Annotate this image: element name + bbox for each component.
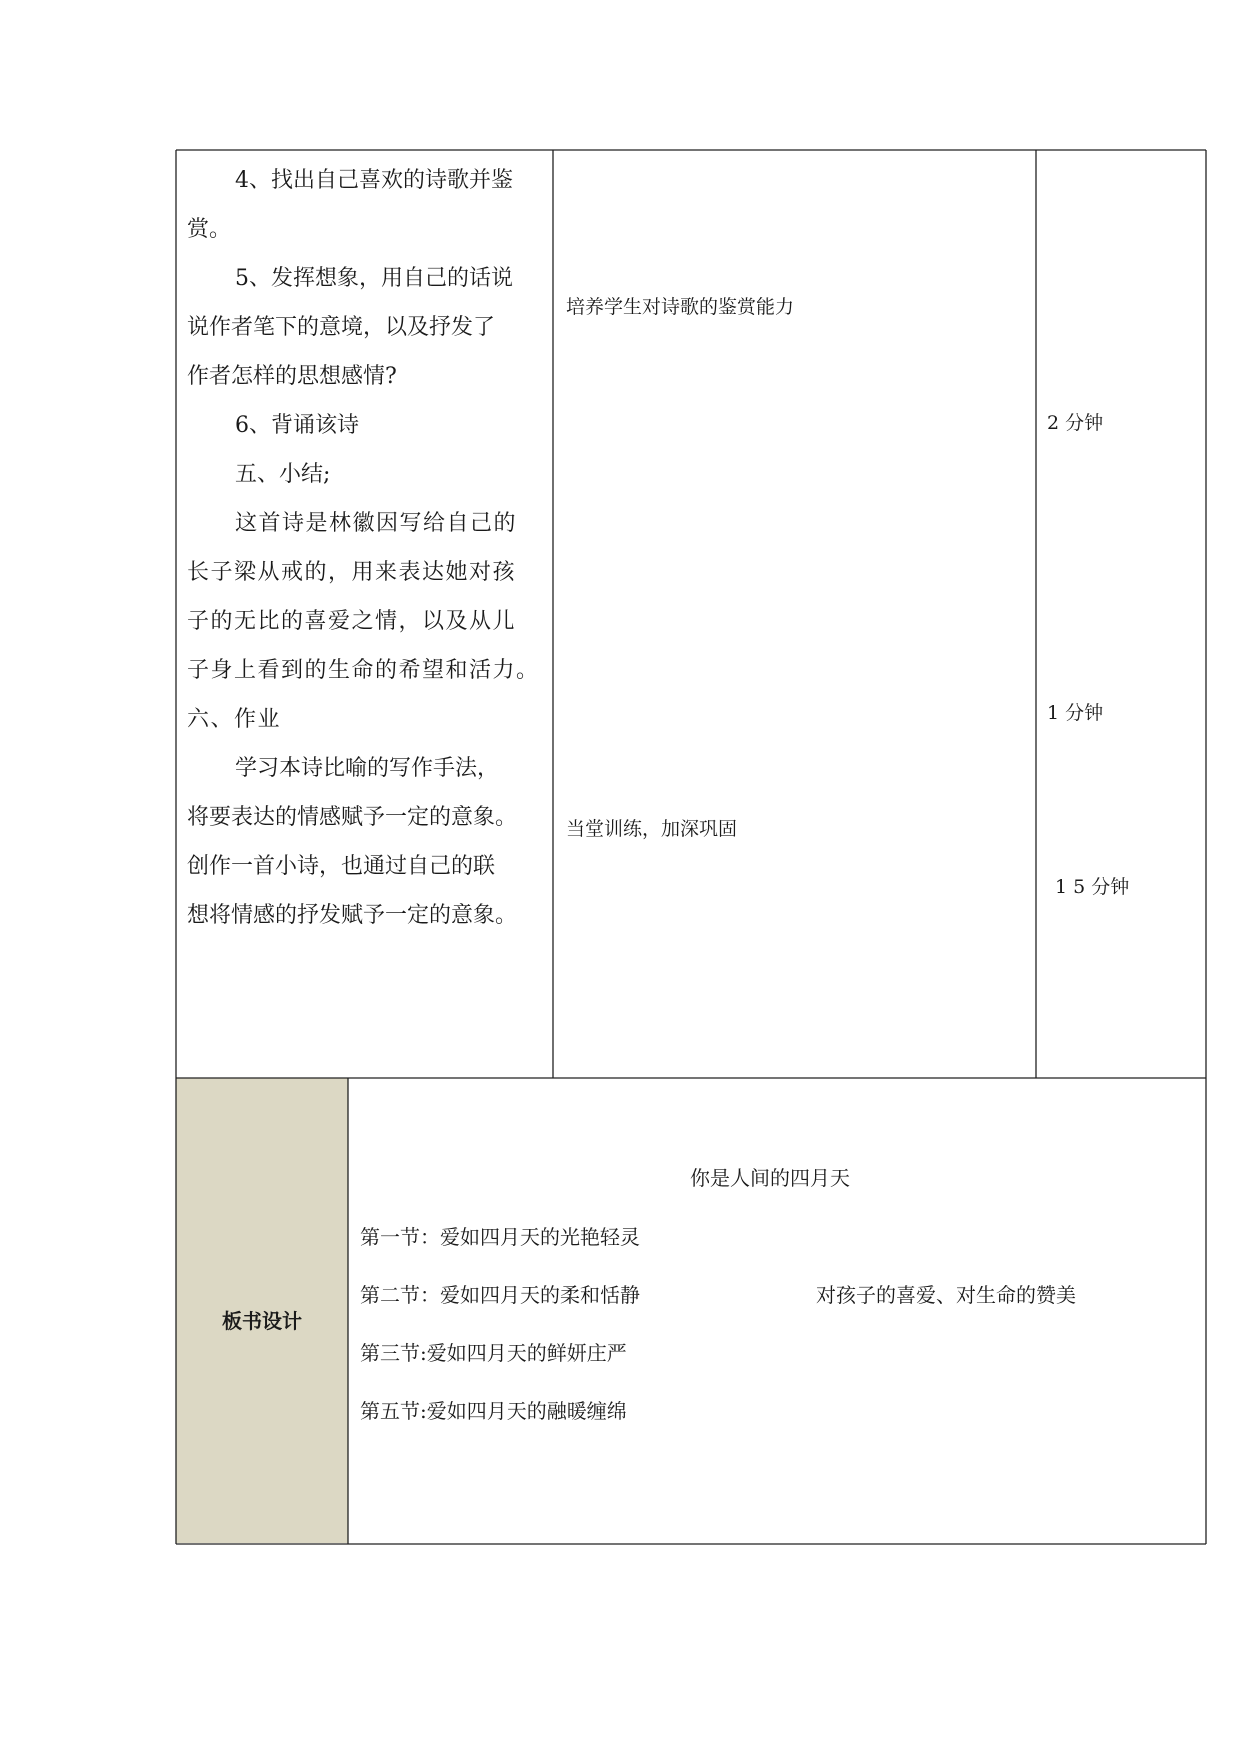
process-line: 五、小结; bbox=[235, 462, 331, 487]
time-allocation: 1 5 分钟 bbox=[1055, 876, 1130, 898]
time-allocation: 1 分钟 bbox=[1047, 702, 1104, 724]
homework-heading: 六、作业 bbox=[187, 707, 282, 732]
board-design-label: 板书设计 bbox=[222, 1309, 302, 1333]
process-line: 说作者笔下的意境，以及抒发了 bbox=[187, 315, 496, 340]
process-line: 5、发挥想象，用自己的话说 bbox=[235, 266, 513, 291]
board-section-line: 第二节：爱如四月天的柔和恬静 bbox=[360, 1283, 640, 1307]
homework-line: 将要表达的情感赋予一定的意象。 bbox=[187, 805, 518, 830]
board-title: 你是人间的四月天 bbox=[690, 1166, 850, 1190]
board-theme: 对孩子的喜爱、对生命的赞美 bbox=[816, 1283, 1076, 1307]
summary-line: 子身上看到的生命的希望和活力。 bbox=[187, 658, 540, 683]
process-line: 作者怎样的思想感情? bbox=[187, 364, 397, 389]
board-section-line: 第一节：爱如四月天的光艳轻灵 bbox=[360, 1225, 640, 1249]
goal-appreciation: 培养学生对诗歌的鉴赏能力 bbox=[566, 296, 795, 318]
homework-line: 想将情感的抒发赋予一定的意象。 bbox=[187, 903, 518, 928]
summary-line: 长子梁从戒的，用来表达她对孩 bbox=[187, 560, 517, 585]
homework-line: 创作一首小诗，也通过自己的联 bbox=[187, 854, 496, 879]
homework-line: 学习本诗比喻的写作手法， bbox=[235, 756, 500, 781]
teaching-process-cell bbox=[187, 156, 552, 940]
process-line: 4、找出自己喜欢的诗歌并鉴 bbox=[235, 168, 513, 193]
process-line: 赏。 bbox=[187, 217, 232, 242]
board-section-line: 第三节:爱如四月天的鲜妍庄严 bbox=[360, 1341, 627, 1365]
board-section-line: 第五节:爱如四月天的融暖缠绵 bbox=[360, 1399, 627, 1423]
time-allocation: 2 分钟 bbox=[1047, 412, 1104, 434]
goal-practice: 当堂训练，加深巩固 bbox=[566, 818, 738, 840]
summary-line: 这首诗是林徽因写给自己的 bbox=[235, 511, 518, 536]
process-line: 6、背诵该诗 bbox=[235, 413, 359, 438]
summary-line: 子的无比的喜爱之情，以及从儿 bbox=[187, 609, 517, 634]
